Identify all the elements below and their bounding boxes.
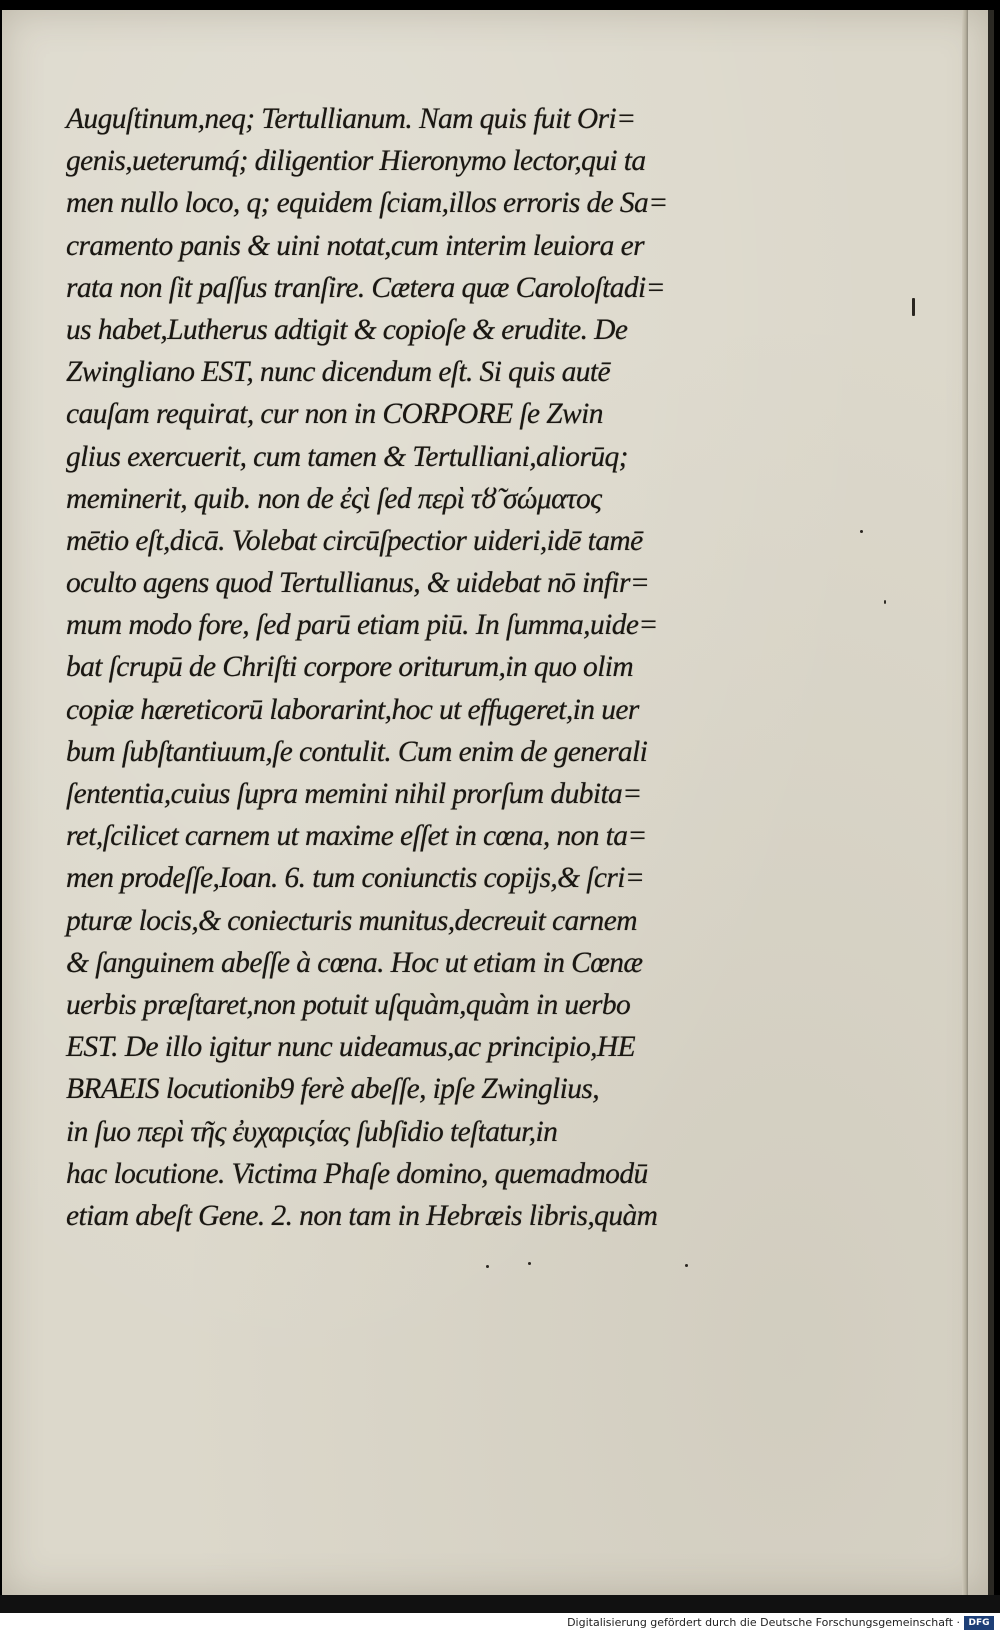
ink-speck <box>860 530 863 533</box>
text-line: in ſuo περὶ τῆς ἐυχαριςίας ſubſidio teſtatur,in <box>66 1115 558 1148</box>
text-line: oculto agens quod Tertullianus, & uidebat nō infir= <box>66 567 650 600</box>
text-line: rata non ſit paſſus tranſire. Cætera quæ Caroloſtadi= <box>66 271 665 304</box>
ink-speck <box>528 1262 531 1265</box>
text-line: bat ſcrupū de Chriſti corpore oriturum,in quo olim <box>66 651 634 684</box>
ink-speck <box>685 1264 688 1267</box>
text-line: hac locutione. Victima Phaſe domino, quemadmodū <box>66 1157 648 1190</box>
text-line: EST. De illo igitur nunc uideamus,ac principio,HE <box>66 1031 636 1064</box>
ink-speck <box>884 600 886 604</box>
text-line: Zwingliano EST, nunc dicendum eſt. Si quis autē <box>66 356 611 389</box>
text-line: copiæ hæreticorū laborarint,hoc ut effugeret,in uer <box>66 693 639 726</box>
text-line: men prodeſſe,Ioan. 6. tum coniunctis copijs,& ſcri= <box>66 862 645 895</box>
text-line: cauſam requirat, cur non in CORPORE ſe Zwin <box>66 398 603 431</box>
text-line: pturæ locis,& coniecturis munitus,decreuit carnem <box>66 904 637 937</box>
text-line: ret,ſcilicet carnem ut maxime eſſet in cœna, non ta= <box>66 820 647 853</box>
text-line: glius exercuerit, cum tamen & Tertulliani,aliorūq; <box>66 440 628 473</box>
text-line: uerbis præſtaret,non potuit uſquàm,quàm in uerbo <box>66 988 631 1021</box>
scan-bottom-band <box>0 1595 1000 1613</box>
text-line: Auguſtinum,neq; Tertullianum. Nam quis fuit Ori= <box>66 103 636 135</box>
page-text-block <box>66 98 756 1237</box>
funding-credit: Digitalisierung gefördert durch die Deutsche Forschungsgemeinschaft · <box>567 1616 960 1629</box>
text-line: cramento panis & uini notat,cum interim leuiora er <box>66 229 644 262</box>
dfg-logo-icon: DFG <box>964 1616 994 1630</box>
footer-bar <box>0 1613 1000 1634</box>
ink-speck <box>486 1265 489 1268</box>
text-line: men nullo loco, q; equidem ſciam,illos erroris de Sa= <box>66 187 668 220</box>
text-line: mētio eſt,dicā. Volebat circūſpectior uideri,idē tamē <box>66 524 643 557</box>
text-line: mum modo fore, ſed parū etiam piū. In ſumma,uide= <box>66 609 658 642</box>
text-line: us habet,Lutherus adtigit & copioſe & erudite. De <box>66 313 628 346</box>
text-line: bum ſubſtantiuum,ſe contulit. Cum enim de generali <box>66 735 648 768</box>
page-edge <box>962 10 968 1595</box>
text-line: genis,ueterumq́; diligentior Hieronymo lector,qui ta <box>66 145 646 178</box>
text-line: ſententia,cuius ſupra memini nihil prorſum dubita= <box>66 778 642 810</box>
text-line: & ſanguinem abeſſe à cœna. Hoc ut etiam in Cœnæ <box>66 946 643 979</box>
text-line: meminerit, quib. non de ἐςὶ ſed περὶ τȣ̃ σώματος <box>66 482 602 515</box>
ink-speck <box>912 298 915 316</box>
text-line: BRAEIS locutionib9 ferè abeſſe, ipſe Zwinglius, <box>66 1073 600 1106</box>
text-line: etiam abeſt Gene. 2. non tam in Hebræis libris,quàm <box>66 1199 658 1232</box>
